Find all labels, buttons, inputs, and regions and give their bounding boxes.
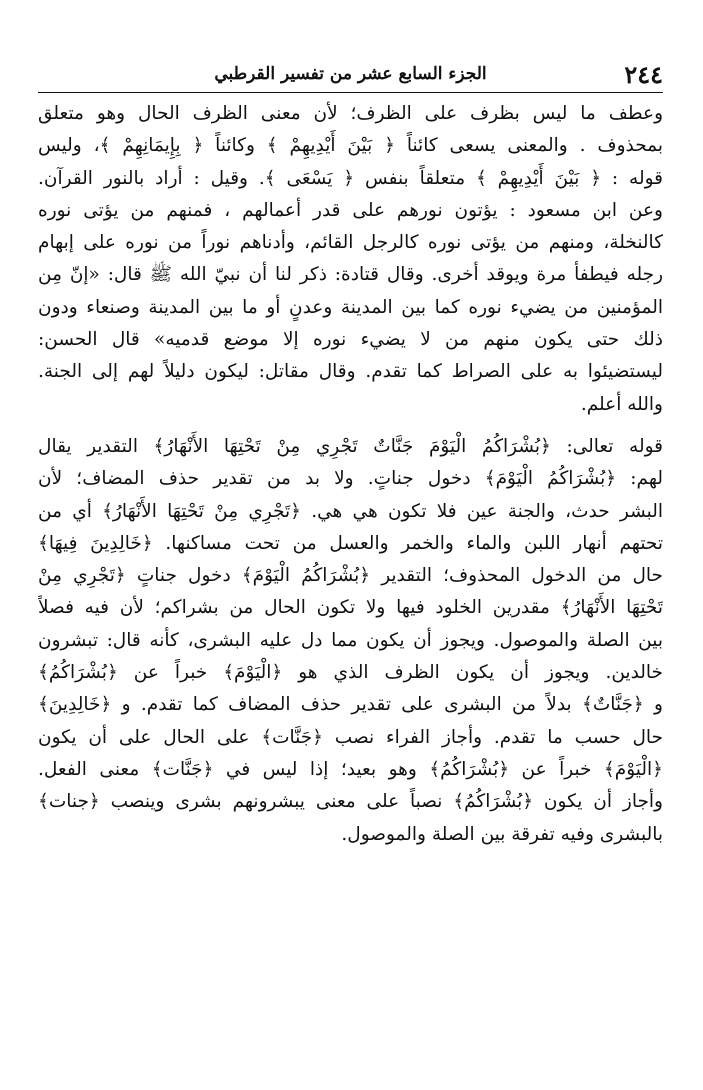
page-number: ٢٤٤: [624, 60, 663, 89]
text-line: تحتهم أنهار اللبن والماء والخمر والعسل من تحت مساكنها. ﴿خَالِدِينَ فِيهَا﴾: [38, 532, 663, 554]
text-line: وأجاز أن يكون ﴿بُشْرَاكُمُ﴾ نصباً على معنى يبشرونهم بشرى وينصب ﴿جنات﴾: [38, 791, 663, 813]
text-line: المؤمنين من يضيء نوره كما بين المدينة وعدنٍ أو ما بين المدينة وصنعاء ودون: [38, 296, 663, 318]
text-line: قوله : ﴿ بَيْنَ أَيْدِيهِمْ ﴾ متعلقاً بنفس ﴿ يَسْعَى ﴾. وقيل : أراد بالنور القرآن.: [38, 167, 663, 189]
text-line: كالنخلة، ومنهم من يؤتى نوره كالرجل القائم، وأدناهم نوراً من نوره على إبهام: [38, 232, 663, 254]
page-header: [38, 58, 663, 93]
text-line: حال حسب ما تقدم. وأجاز الفراء نصب ﴿جَنَّات﴾ على الحال على أن يكون: [38, 726, 663, 748]
text-line: خالدين. ويجوز أن يكون الظرف الذي هو ﴿الْيَوْمَ﴾ خبراً عن ﴿بُشْرَاكُمُ﴾: [38, 662, 663, 684]
text-line: لهم: ﴿بُشْرَاكُمُ الْيَوْمَ﴾ دخول جناتٍ. ولا بد من تقدير حذف المضاف؛ لأن: [38, 468, 663, 490]
text-line: ﴿الْيَوْمَ﴾ خبراً عن ﴿بُشْرَاكُمُ﴾ وهو بعيد؛ إذا ليس في ﴿جَنَّات﴾ معنى الفعل.: [38, 758, 663, 780]
text-line: والله أعلم.: [580, 393, 663, 415]
text-line: حال من الدخول المحذوف؛ التقدير ﴿بُشْرَاكُمُ الْيَوْمَ﴾ دخول جناتٍ ﴿تَجْرِي مِنْ: [38, 565, 663, 587]
text-line: وعطف ما ليس بظرف على الظرف؛ لأن معنى الظرف الحال وهو متعلق: [38, 103, 663, 124]
text-line: بمحذوف . والمعنى يسعى كائناً ﴿ بَيْنَ أَيْدِيهِمْ ﴾ وكائناً ﴿ بِإِيمَانِهِمْ ﴾، وليس: [38, 135, 663, 157]
paragraph-2: [38, 431, 663, 851]
text-line: تَحْتِهَا الأَنْهَارُ﴾ مقدرين الخلود فيها ولا تكون الحال من بشراكم؛ لأن فيه فصلاً: [38, 597, 663, 619]
text-line: البشر حدث، والجنة عين فلا تكون هي هي. ﴿تَجْرِي مِنْ تَحْتِهَا الأَنْهَارُ﴾ أي من: [38, 500, 663, 522]
text-line: قوله تعالى: ﴿بُشْرَاكُمُ الْيَوْمَ جَنَّاتٌ تَجْرِي مِنْ تَحْتِهَا الأَنْهَارُ﴾ التقدير يقال: [38, 435, 663, 457]
text-line: رجله فيطفأ مرة ويوقد أخرى. وقال قتادة: ذكر لنا أن نبيّ الله ﷺ قال: «إنّ مِن: [38, 264, 663, 286]
body-text: [38, 98, 663, 851]
text-line: ذلك حتى يكون منهم من لا يضيء نوره إلا موضع قدميه» قال الحسن:: [38, 329, 663, 351]
text-line: ليستضيئوا به على الصراط كما تقدم. وقال مقاتل: ليكون دليلاً لهم إلى الجنة.: [38, 361, 663, 383]
text-line: و ﴿جَنَّاتٌ﴾ بدلاً من البشرى على تقدير حذف المضاف كما تقدم. و ﴿خَالِدِينَ﴾: [38, 694, 663, 716]
running-title: الجزء السابع عشر من تفسير القرطبي: [214, 64, 487, 84]
paragraph-1: [38, 98, 663, 421]
text-line: وعن ابن مسعود : يؤتون نورهم على قدر أعمالهم ، فمنهم من يؤتى نوره: [38, 199, 663, 221]
text-line: بين الصلة والموصول. ويجوز أن يكون مما دل عليه البشرى، كأنه قال: تبشرون: [38, 629, 663, 651]
text-line: بالبشرى وفيه تفرقة بين الصلة والموصول.: [341, 823, 663, 845]
